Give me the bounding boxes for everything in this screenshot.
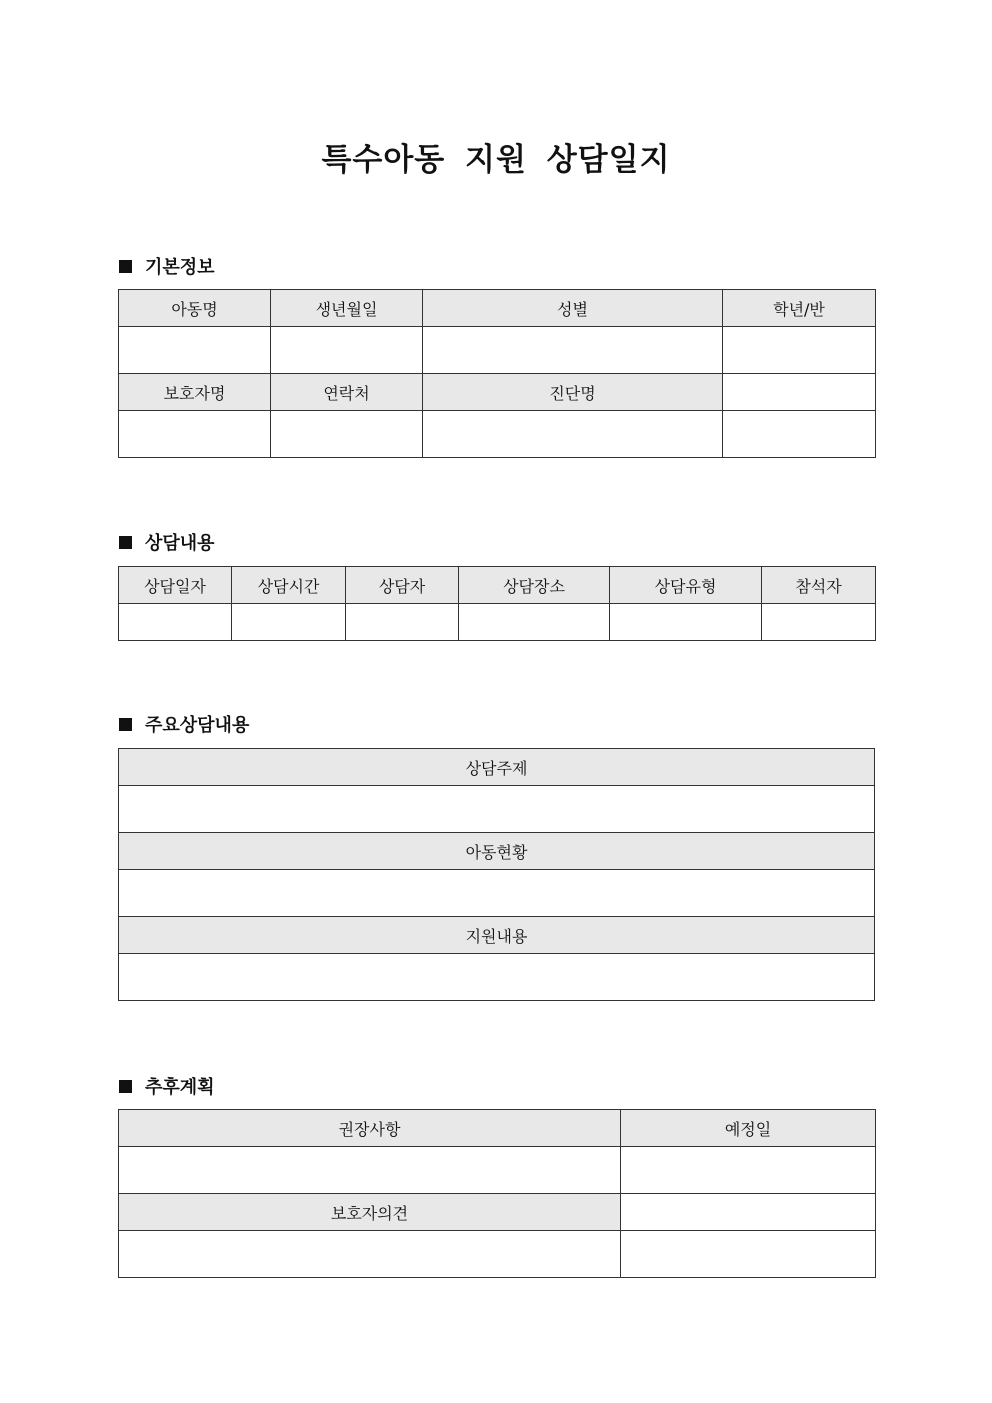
counsel-content-table [118,566,876,641]
table-row [119,411,876,458]
follow-up-table [118,1109,876,1278]
header-cell-contact: 연락처 [271,374,423,411]
header-cell-guardian-opinion: 보호자의견 [119,1194,621,1231]
table-row [119,749,875,786]
table-row [119,604,876,641]
section-heading-label: 상담내용 [145,533,215,554]
input-cell-recommendations[interactable] [119,1147,621,1194]
table-row [119,374,876,411]
header-cell-support-content: 지원내용 [119,917,875,954]
input-cell-counsel-topic[interactable] [119,786,875,833]
section-heading-label: 추후계획 [145,1077,215,1098]
header-cell-child-status: 아동현황 [119,833,875,870]
input-cell-counsel-date[interactable] [119,604,232,641]
table-row [119,567,876,604]
input-cell-child-status[interactable] [119,870,875,917]
page-title: 특수아동 지원 상담일지 [321,142,671,178]
header-cell-child-name: 아동명 [119,290,271,327]
table-row [119,870,875,917]
table-row [119,1147,876,1194]
input-cell-birthdate[interactable] [271,327,423,374]
section-heading-label: 주요상담내용 [145,715,250,736]
table-row [119,917,875,954]
table-row [119,786,875,833]
square-bullet-icon [119,536,132,549]
header-cell-diagnosis: 진단명 [423,374,723,411]
header-cell-counsel-type: 상담유형 [610,567,762,604]
input-cell-blank[interactable] [621,1231,876,1278]
input-cell-guardian-opinion[interactable] [119,1231,621,1278]
header-cell-gender: 성별 [423,290,723,327]
input-cell-gender[interactable] [423,327,723,374]
table-row [119,1110,876,1147]
square-bullet-icon [119,260,132,273]
section-heading-label: 기본정보 [145,257,215,278]
input-cell-blank[interactable] [621,1194,876,1231]
table-row [119,327,876,374]
section-heading-basic-info [119,253,215,279]
input-cell-guardian-name[interactable] [119,411,271,458]
input-cell-child-name[interactable] [119,327,271,374]
header-cell-counsel-date: 상담일자 [119,567,232,604]
input-cell-diagnosis[interactable] [423,411,723,458]
input-cell-contact[interactable] [271,411,423,458]
input-cell-attendees[interactable] [762,604,876,641]
input-cell-blank[interactable] [723,374,876,411]
main-counsel-table [118,748,875,1001]
header-cell-grade-class: 학년/반 [723,290,876,327]
table-row [119,290,876,327]
input-cell-counsel-time[interactable] [232,604,346,641]
table-row [119,1231,876,1278]
input-cell-counsel-type[interactable] [610,604,762,641]
table-row [119,954,875,1001]
input-cell-scheduled-date[interactable] [621,1147,876,1194]
section-heading-follow-up [119,1073,215,1099]
table-row [119,1194,876,1231]
square-bullet-icon [119,1080,132,1093]
header-cell-recommendations: 권장사항 [119,1110,621,1147]
basic-info-table [118,289,876,458]
input-cell-grade-class[interactable] [723,327,876,374]
header-cell-guardian-name: 보호자명 [119,374,271,411]
table-row [119,833,875,870]
section-heading-counsel-content [119,529,215,555]
header-cell-counsel-place: 상담장소 [459,567,610,604]
section-heading-main-counsel [119,711,249,737]
header-cell-attendees: 참석자 [762,567,876,604]
header-cell-birthdate: 생년월일 [271,290,423,327]
header-cell-counselor: 상담자 [346,567,459,604]
input-cell-blank[interactable] [723,411,876,458]
square-bullet-icon [119,718,132,731]
header-cell-scheduled-date: 예정일 [621,1110,876,1147]
input-cell-counselor[interactable] [346,604,459,641]
input-cell-support-content[interactable] [119,954,875,1001]
header-cell-counsel-topic: 상담주제 [119,749,875,786]
input-cell-counsel-place[interactable] [459,604,610,641]
header-cell-counsel-time: 상담시간 [232,567,346,604]
